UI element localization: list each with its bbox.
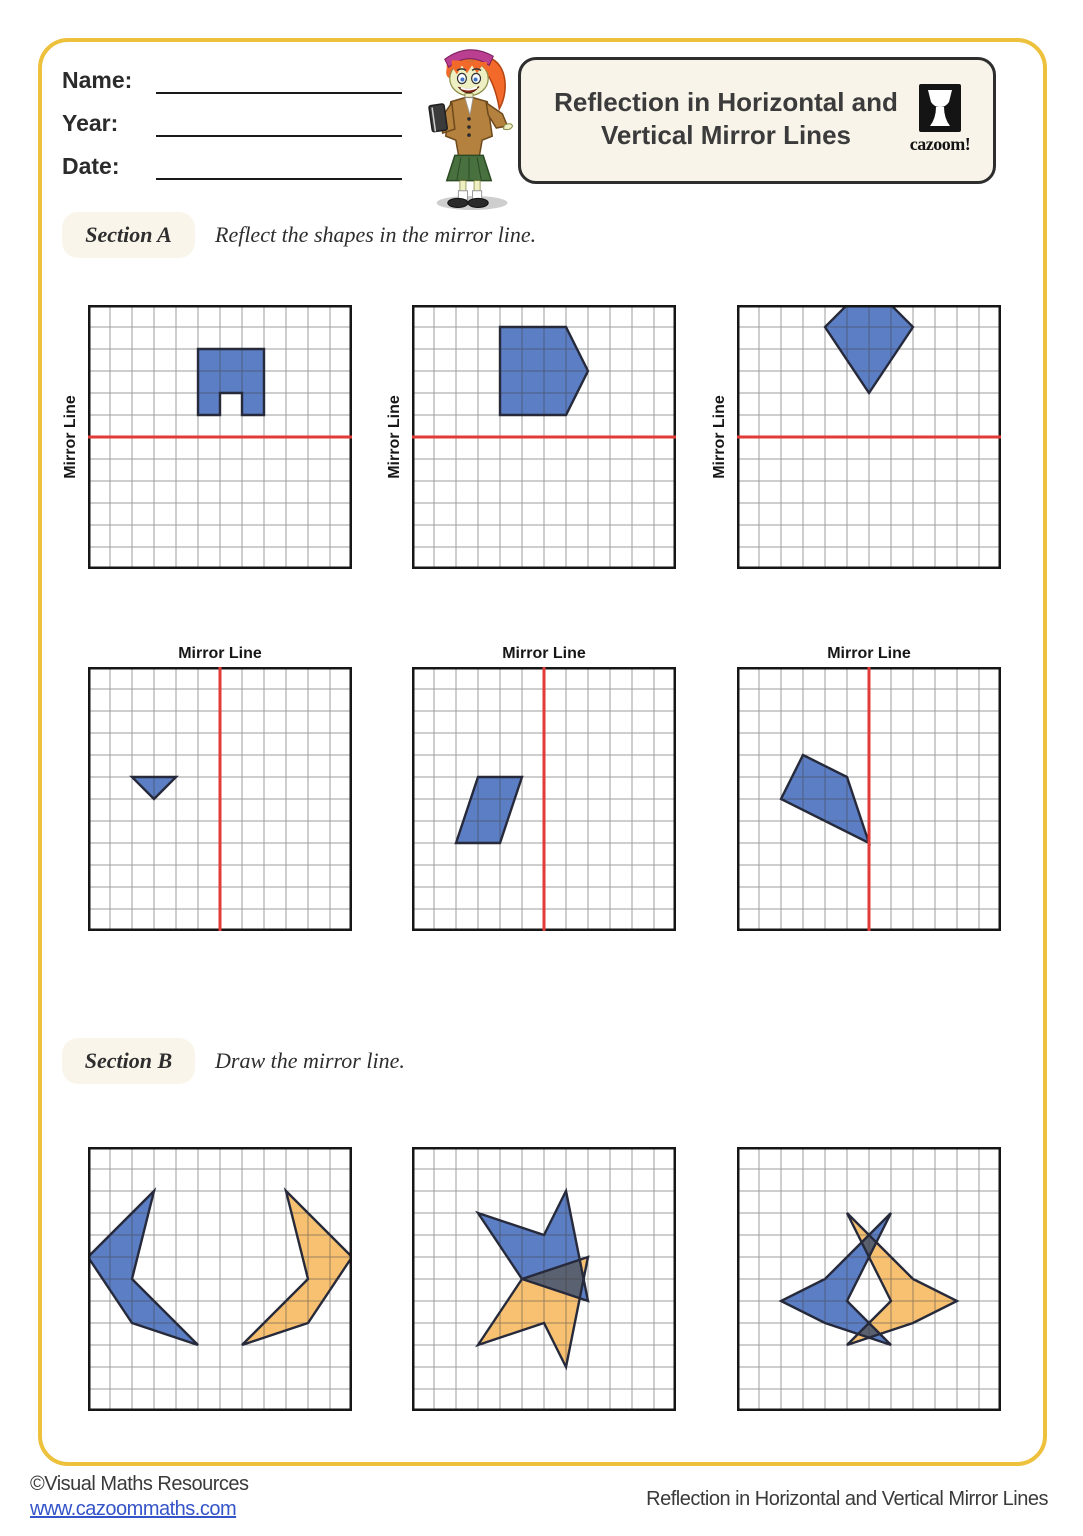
year-field xyxy=(62,109,402,137)
squared-grid-a5 xyxy=(412,667,676,931)
cazoom-logo-text: cazoom! xyxy=(909,134,971,154)
grid-b2 xyxy=(412,1147,676,1411)
name-write-line xyxy=(156,66,402,94)
shape-blue xyxy=(88,1191,198,1345)
title-box xyxy=(518,57,996,184)
mirror-line-label-a2: Mirror Line xyxy=(386,395,403,479)
squared-grid-b2 xyxy=(412,1147,676,1411)
grid-a2 xyxy=(382,305,676,569)
grid-b1 xyxy=(88,1147,352,1411)
page-title xyxy=(531,86,921,152)
name-label: Name: xyxy=(62,67,133,93)
year-label: Year: xyxy=(62,110,119,136)
squared-grid-a4 xyxy=(88,667,352,931)
grid-b3 xyxy=(737,1147,1001,1411)
squared-grid-b3 xyxy=(737,1147,1001,1411)
date-label: Date: xyxy=(62,153,120,179)
date-field xyxy=(62,152,402,180)
mirror-line-label-a3: Mirror Line xyxy=(711,395,728,479)
shape-blue xyxy=(198,349,264,415)
footer-worksheet-title: Reflection in Horizontal and Vertical Mirror Lines xyxy=(646,1488,1048,1510)
grid-a6 xyxy=(737,645,1001,931)
grid-lines xyxy=(412,1147,676,1411)
mirror-line-label-a5: Mirror Line xyxy=(502,645,586,662)
page-title-line-1: Reflection in Horizontal and xyxy=(554,87,898,117)
date-write-line xyxy=(156,152,402,180)
section-a-badge xyxy=(62,212,195,258)
cazoom-drum-icon xyxy=(919,84,961,132)
shape-orange xyxy=(242,1191,352,1345)
squared-grid-a1 xyxy=(88,305,352,569)
section-a-label: Section A xyxy=(85,222,172,247)
grid-a4 xyxy=(88,645,352,931)
squared-grid-a3 xyxy=(737,305,1001,569)
name-field xyxy=(62,66,402,94)
squared-grid-b1 xyxy=(88,1147,352,1411)
mirror-line-label-a4: Mirror Line xyxy=(178,645,262,662)
grid-lines xyxy=(737,1147,1001,1411)
squared-grid-a6 xyxy=(737,667,1001,931)
page-title-line-2: Vertical Mirror Lines xyxy=(601,120,851,150)
year-write-line xyxy=(156,109,402,137)
footer-copyright: ©Visual Maths Resources xyxy=(30,1473,249,1495)
squared-grid-a2 xyxy=(412,305,676,569)
mirror-line-label-a6: Mirror Line xyxy=(827,645,911,662)
section-a-instruction: Reflect the shapes in the mirror line. xyxy=(215,222,537,247)
cazoom-logo xyxy=(901,84,979,155)
student-girl-illustration xyxy=(412,38,526,212)
mirror-line-label-a1: Mirror Line xyxy=(62,395,79,479)
grid-a5 xyxy=(412,645,676,931)
footer-website-link[interactable]: www.cazoommaths.com xyxy=(30,1498,237,1520)
grid-lines xyxy=(88,1147,352,1411)
section-b-badge xyxy=(62,1038,195,1084)
section-b-label: Section B xyxy=(84,1048,173,1073)
grid-a1 xyxy=(58,305,352,569)
grid-a3 xyxy=(707,305,1001,569)
section-b-instruction: Draw the mirror line. xyxy=(215,1048,405,1073)
